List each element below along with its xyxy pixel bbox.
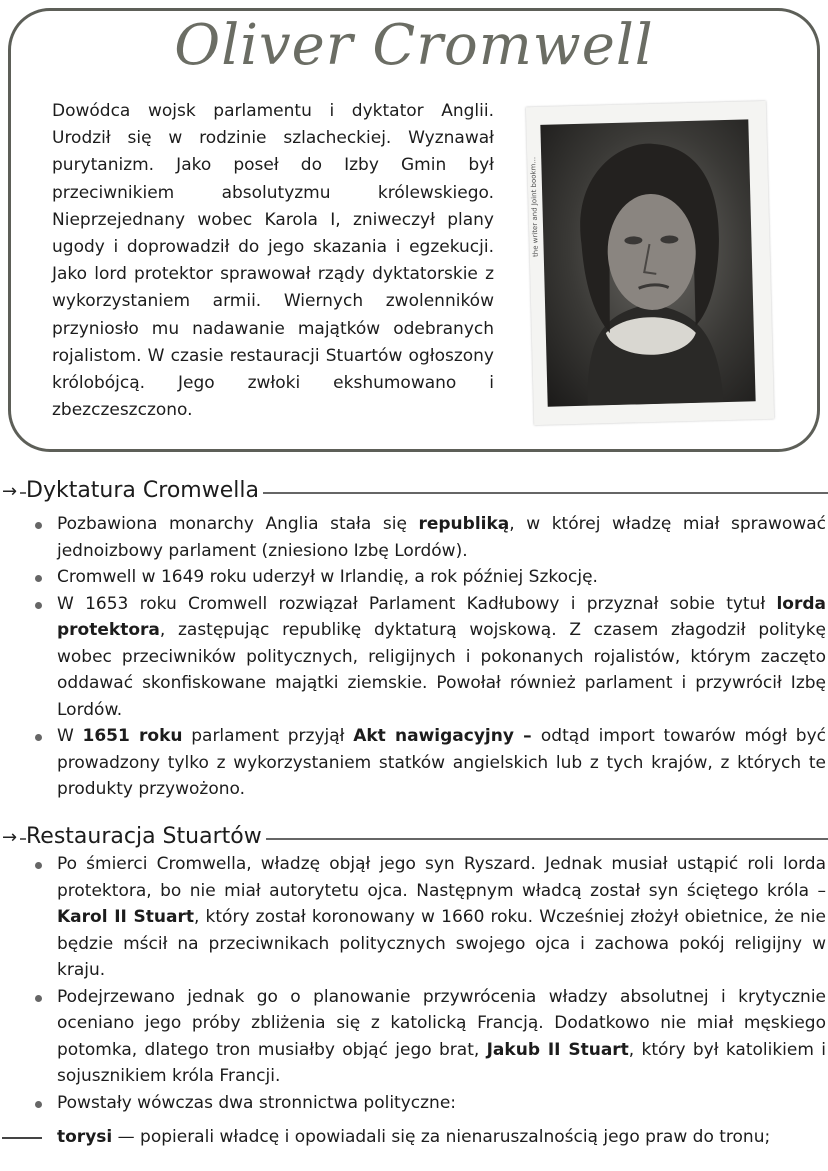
bullet-text: Po śmierci Cromwella, władzę objął jego syn Ryszard. Jednak musiał ustąpić roli lorda protektora, bo nie miał autorytetu ojca. Następnym władcą został syn ściętego króla –	[57, 854, 826, 901]
bullet-dot-icon	[35, 862, 42, 869]
bullet-item	[30, 723, 826, 803]
bullet-dot-icon	[35, 575, 42, 582]
bullet-text: W	[57, 726, 83, 746]
bold-term: Karol II Stuart	[57, 907, 194, 927]
bold-term: Akt nawigacyjny	[353, 726, 514, 746]
arrow-right-icon: →	[2, 827, 18, 848]
bold-term: Jakub II Stuart	[486, 1039, 629, 1060]
bullet-item	[30, 564, 826, 591]
dash-icon	[2, 1137, 42, 1139]
biography-text: Dowódca wojsk parlamentu i dyktator Anglii. Urodził się w rodzinie szlacheckiej. Wyznawał purytanizm. Jako poseł do Izby Gmin był przeciwnikiem absolutyzmu królewskiego. Nieprzejednany wobec Karola I, zniweczył plany ugody i doprowadził do jego skazania i egzekucji. Jako lord protektor sprawował rządy dyktatorskie z wykorzystaniem armii. Wiernych zwolenników przyniosło mu nadawanie majątków odebranych rojalistom. W czasie restauracji Stuartów ogłoszony królobójcą. Jego zwłoki ekshumowano i zbezczeszczono.	[52, 101, 494, 421]
section-title: Restauracja Stuartów	[26, 823, 266, 851]
bullet-text: parlament przyjął	[182, 726, 354, 746]
bullet-text: Powstały wówczas dwa stronnictwa polityczne:	[57, 1092, 457, 1113]
section-title: Dyktatura Cromwella	[26, 477, 263, 505]
page-title: Oliver Cromwell	[174, 13, 654, 78]
portrait-frame	[526, 101, 774, 425]
section-heading-restoration	[0, 823, 828, 853]
restoration-bullet-list	[30, 851, 826, 1116]
bullet-text: odtąd import towarów mógł być prowadzony tylko z wykorzystaniem statków angielskich lub z tych krajów, z których te produkty przywożono.	[57, 726, 826, 799]
bold-term: –	[513, 726, 541, 746]
bullet-dot-icon	[35, 995, 42, 1002]
sub-point-term: torysi	[57, 1127, 113, 1147]
bullet-item	[30, 511, 826, 564]
bullet-dot-icon	[35, 1101, 42, 1108]
bold-term: 1651 roku	[82, 726, 183, 746]
portrait-drawing	[540, 119, 755, 406]
arrow-right-icon: →	[2, 481, 18, 502]
dictatorship-bullet-list	[30, 511, 826, 803]
bullet-item	[30, 984, 826, 1090]
bullet-text: W 1653 roku Cromwell rozwiązał Parlament Kadłubowy i przyznał sobie tytuł	[57, 593, 777, 614]
bullet-text: , który został koronowany w 1660 roku. Wcześniej złożył obietnice, że nie będzie mścił na przeciwnikach politycznych swojego ojca i zachowa pokój religijny w kraju.	[57, 907, 826, 980]
portrait-image	[540, 119, 755, 406]
bullet-dot-icon	[35, 522, 42, 529]
bullet-text: Cromwell w 1649 roku uderzył w Irlandię, a rok później Szkocję.	[57, 567, 598, 587]
sub-point-text	[57, 1124, 770, 1151]
bullet-text: , zastępując republikę dyktaturą wojskową. Z czasem złagodził politykę wobec przeciwników politycznych, religijnych i pokonanych rojalistów, którym zaczęto oddawać skonfiskowane majątki ziemskie. Powołał również parlament i przywrócił Izbę Lordów.	[57, 620, 826, 720]
bullet-text: Podejrzewano jednak go o planowanie przywrócenia władzy absolutnej i krytycznie oceniano jego próby zbliżenia się z katolicką Francją. Dodatkowo nie miał męskiego potomka, dlatego tron musiałby objąć jego brat,	[57, 986, 826, 1060]
bold-term: lorda protektora	[57, 593, 826, 640]
sub-point-tories	[0, 1124, 828, 1152]
bold-term: republiką	[418, 514, 510, 534]
sub-point-description: — popierali władcę i opowiadali się za nienaruszalnością jego praw do tronu;	[112, 1127, 771, 1147]
bullet-text: , który był katolikiem i sojusznikiem króla Francji.	[57, 1039, 826, 1086]
bullet-text: , w której władzę miał sprawować jednoizbowy parlament (zniesiono Izbę Lordów).	[57, 514, 826, 561]
bullet-dot-icon	[35, 734, 42, 741]
bullet-item	[30, 1090, 826, 1117]
section-heading-dictatorship	[0, 477, 828, 507]
bullet-dot-icon	[35, 602, 42, 609]
bullet-item	[30, 851, 826, 984]
portrait-caption: the writer and Joint bookm...	[529, 156, 540, 258]
bullet-item	[30, 591, 826, 724]
bullet-text: Pozbawiona monarchy Anglia stała się	[57, 514, 419, 534]
